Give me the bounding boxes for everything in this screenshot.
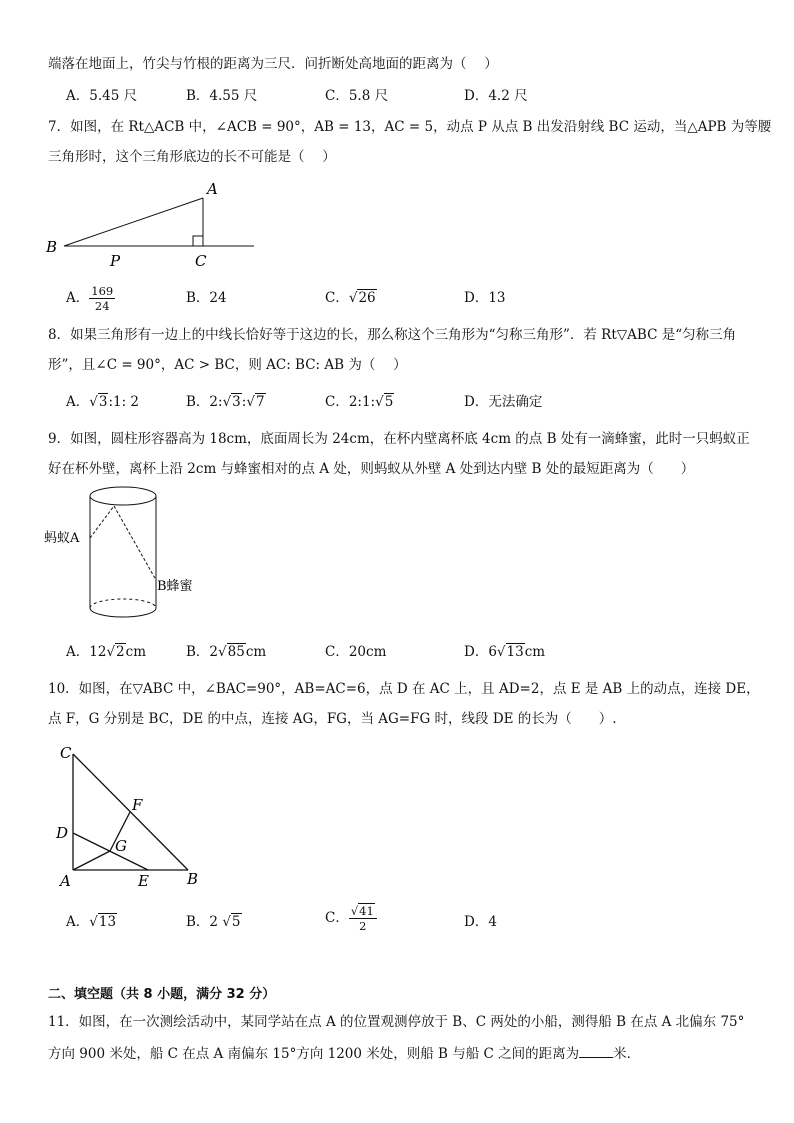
q8-stem-line1: 8．如果三角形有一边上的中线长恰好等于这边的长，那么称这个三角形为“匀称三角形”．若 Rt▽ABC 是“匀称三角 [48, 327, 737, 343]
q7-option-b[interactable]: B．24 [186, 290, 227, 306]
q9-option-d-prefix: D．6 [464, 644, 497, 660]
q10-label-c: C [60, 744, 72, 762]
q9-label-ant: 蚂蚁A [44, 531, 80, 546]
q9-option-d-unit: cm [524, 644, 546, 660]
q6-option-c[interactable]: C．5.8 尺 [325, 88, 389, 104]
q7-option-a-denominator: 24 [94, 299, 110, 313]
q7-stem-line2: 三角形时，这个三角形底边的长不可能是（ ） [48, 149, 336, 165]
q8-option-b[interactable]: B．2:√3:√7 [186, 394, 265, 410]
q6-option-b[interactable]: B．4.55 尺 [186, 88, 258, 104]
q10-option-c-numerator: √41 [349, 904, 377, 919]
q7-option-a[interactable] [66, 284, 115, 313]
section-2-title: 二、填空题（共 8 小题，满分 32 分） [48, 987, 276, 1002]
q9-option-a[interactable]: A．12√2cm [66, 644, 147, 660]
q7-option-c-prefix: C． [325, 290, 349, 306]
q11-stem-line1: 11．如图，在一次测绘活动中，某同学站在点 A 的位置观测停放于 B、C 两处的小船，测得船 B 在点 A 北偏东 75° [48, 1014, 745, 1030]
q10-label-f: F [132, 796, 143, 814]
q10-option-b-prefix: B．2 [186, 914, 223, 930]
q7-option-c-radicand: 26 [358, 290, 376, 306]
q7-label-a: A [207, 180, 218, 198]
q6-option-d[interactable]: D．4.2 尺 [464, 88, 528, 104]
q8-option-a-radicand: 3 [98, 394, 108, 410]
q10-option-c-fraction [349, 904, 377, 933]
q11-answer-blank[interactable] [579, 1043, 613, 1058]
q8-stem-line2: 形”，且∠C = 90°，AC > BC，则 AC: BC: AB 为（ ） [48, 357, 407, 373]
q8-option-b-prefix: B．2: [186, 394, 223, 410]
q11-stem-line2-text: 方向 900 米处，船 C 在点 A 南偏东 15°方向 1200 米处，则船 B 与船 C 之间的距离为 [48, 1046, 580, 1062]
q7-stem-line1: 7．如图，在 Rt△ACB 中，∠ACB = 90°，AB = 13，AC = 5，动点 P 从点 B 出发沿射线 BC 运动，当△APB 为等腰 [48, 119, 772, 135]
q10-option-c-prefix: C． [325, 910, 349, 926]
q9-option-c[interactable]: C．20cm [325, 644, 387, 660]
q9-cylinder-figure [40, 484, 210, 624]
q9-option-b-unit: cm [245, 644, 267, 660]
q9-option-b-prefix: B．2 [186, 644, 219, 660]
q10-option-c-denominator: 2 [359, 919, 367, 933]
q9-option-a-unit: cm [125, 644, 147, 660]
q10-label-b: B [187, 870, 199, 888]
q10-stem-line1: 10．如图，在▽ABC 中，∠BAC=90°，AB=AC=6，点 D 在 AC 上，且 AD=2，点 E 是 AB 上的动点，连接 DE， [48, 681, 760, 697]
q10-option-d[interactable]: D．4 [464, 914, 497, 930]
q8-option-d[interactable]: D．无法确定 [464, 394, 543, 410]
q9-stem-line1: 9．如图，圆柱形容器高为 18cm，底面周长为 24cm，在杯内壁离杯底 4cm 的点 B 处有一滴蜂蜜，此时一只蚂蚁正 [48, 431, 750, 447]
q8-option-b-sep: : [241, 394, 247, 410]
q7-option-a-fraction [89, 284, 115, 313]
q7-triangle-figure [40, 176, 270, 272]
q11-stem-line2-unit: 米． [613, 1046, 641, 1062]
q10-label-g: G [115, 837, 127, 855]
q8-option-c[interactable]: C．2:1:√5 [325, 394, 394, 410]
q10-option-c[interactable] [325, 904, 377, 933]
q9-stem-line2: 好在杯外壁，离杯上沿 2cm 与蜂蜜相对的点 A 处，则蚂蚁从外壁 A 处到达内壁 B 处的最短距离为（ ） [48, 461, 695, 477]
q10-label-d: D [56, 824, 69, 842]
q7-option-a-numerator: 169 [91, 284, 114, 298]
q9-option-a-radicand: 2 [116, 644, 125, 660]
q10-label-a: A [60, 872, 71, 890]
q7-label-c: C [195, 252, 207, 270]
q9-option-b[interactable]: B．2√85cm [186, 644, 267, 660]
q6-option-a[interactable]: A．5.45 尺 [66, 88, 138, 104]
q8-option-c-prefix: C．2:1: [325, 394, 376, 410]
q9-option-a-prefix: A．12 [66, 644, 107, 660]
q8-option-b-radicand1: 3 [232, 394, 241, 410]
q10-triangle-figure [48, 740, 208, 890]
q11-stem-line2 [48, 1043, 640, 1064]
q10-stem-line2: 点 F，G 分别是 BC，DE 的中点，连接 AG，FG，当 AG=FG 时，线段 DE 的长为（ ）. [48, 711, 617, 727]
q7-option-d[interactable]: D．13 [464, 290, 506, 306]
q9-option-b-radicand: 85 [227, 644, 245, 660]
q7-label-b: B [46, 238, 58, 256]
q8-option-a-prefix: A． [66, 394, 90, 410]
q9-label-honey: B蜂蜜 [157, 579, 193, 594]
q10-option-b[interactable]: B．2 √5 [186, 914, 241, 930]
q10-option-c-radicand: 41 [359, 904, 374, 918]
q9-option-d[interactable]: D．6√13cm [464, 644, 546, 660]
q7-label-p: P [110, 252, 121, 270]
q9-option-d-radicand: 13 [506, 644, 524, 660]
q7-option-c[interactable]: C．√26 [325, 290, 376, 306]
q10-option-a-prefix: A． [66, 914, 90, 930]
q10-label-e: E [138, 872, 149, 890]
q6-stem: 端落在地面上，竹尖与竹根的距离为三尺．问折断处高地面的距离为（ ） [48, 56, 498, 72]
q8-option-b-radicand2: 7 [255, 394, 265, 410]
q10-option-b-radicand: 5 [231, 914, 241, 930]
q10-option-a[interactable]: A．√13 [66, 914, 117, 930]
q8-option-c-radicand: 5 [384, 394, 394, 410]
q8-option-a[interactable]: A．√3:1: 2 [66, 394, 140, 410]
q10-option-a-radicand: 13 [98, 914, 117, 930]
q7-option-a-prefix: A． [66, 290, 90, 306]
q8-option-a-rest: :1: 2 [108, 394, 140, 410]
